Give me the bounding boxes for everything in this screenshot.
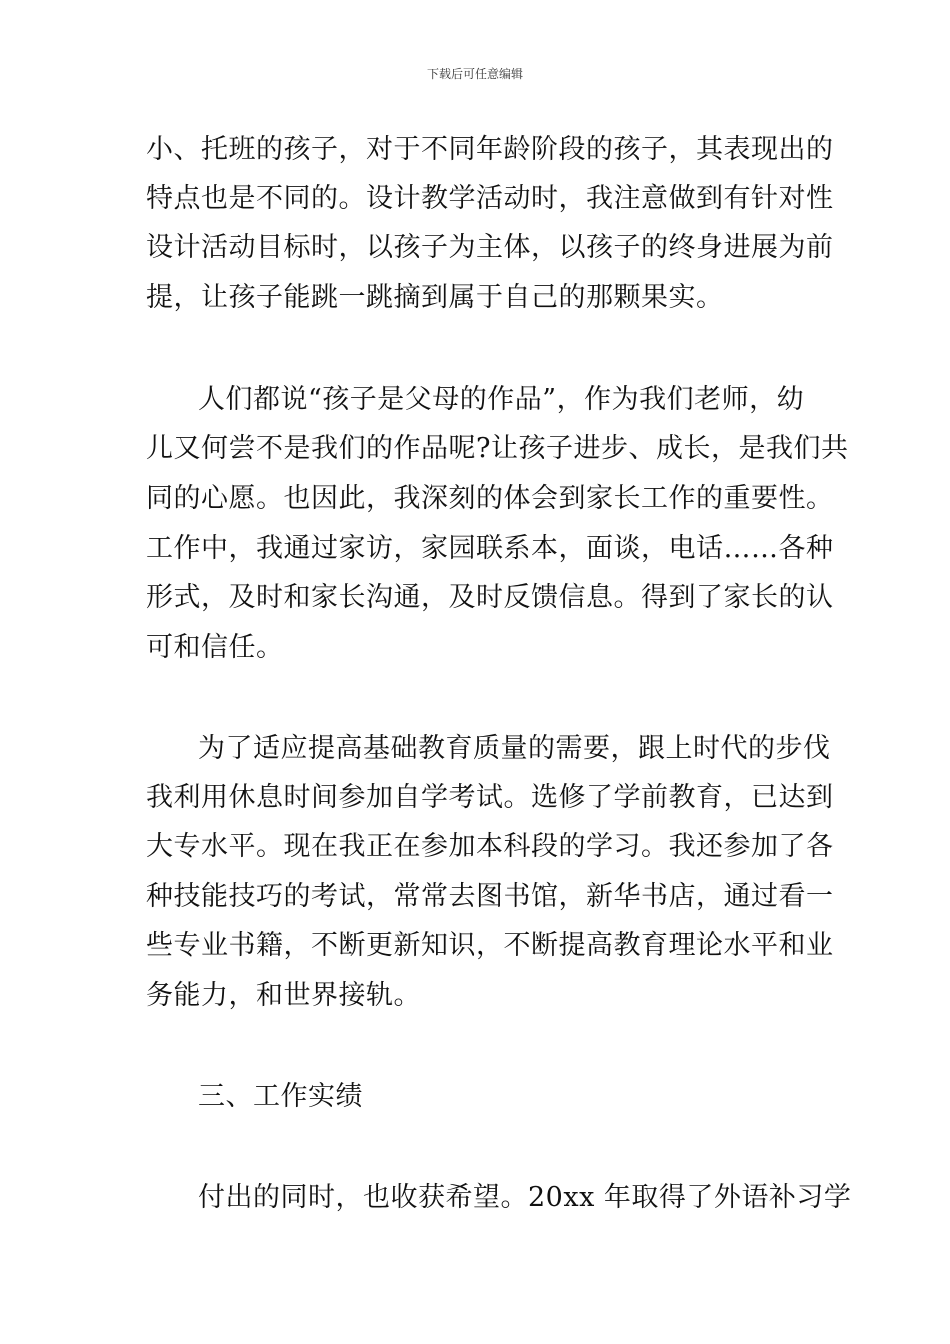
paragraph-1-line-2: 特点也是不同的。设计教学活动时，我注意做到有针对性 (146, 183, 834, 214)
paragraph-2-line-5: 形式，及时和家长沟通，及时反馈信息。得到了家长的认 (146, 582, 834, 613)
paragraph-1-line-1: 小、托班的孩子，对于不同年龄阶段的孩子，其表现出的 (146, 134, 834, 165)
paragraph-3-line-6: 务能力，和世界接轨。 (146, 980, 421, 1011)
paragraph-2-line-3: 同的心愿。也因此，我深刻的体会到家长工作的重要性。 (146, 483, 834, 514)
paragraph-2-line-1: 人们都说“孩子是父母的作品”，作为我们老师，幼 (198, 384, 805, 415)
paragraph-3-line-4: 种技能技巧的考试，常常去图书馆，新华书店，通过看一 (146, 881, 834, 912)
paragraph-1-line-4: 提，让孩子能跳一跳摘到属于自己的那颗果实。 (146, 282, 724, 313)
paragraph-2-line-6: 可和信任。 (146, 632, 284, 663)
paragraph-3-line-3: 大专水平。现在我正在参加本科段的学习。我还参加了各 (146, 831, 834, 862)
paragraph-4-line-1: 付出的同时，也收获希望。20xx 年取得了外语补习学 (198, 1182, 852, 1213)
paragraph-3-line-1: 为了适应提高基础教育质量的需要，跟上时代的步伐 (198, 733, 831, 764)
paragraph-1-line-3: 设计活动目标时，以孩子为主体，以孩子的终身进展为前 (146, 232, 834, 263)
paragraph-2-line-4: 工作中，我通过家访，家园联系本，面谈，电话……各种 (146, 533, 834, 564)
paragraph-2-line-2: 儿又何尝不是我们的作品呢?让孩子进步、成长，是我们共 (146, 433, 849, 464)
paragraph-3-line-5: 些专业书籍，不断更新知识，不断提高教育理论水平和业 (146, 930, 834, 961)
paragraph-3-line-2: 我利用休息时间参加自学考试。选修了学前教育，已达到 (146, 782, 834, 813)
page-header: 下载后可任意编辑 (426, 67, 523, 81)
section-heading: 三、工作实绩 (198, 1081, 363, 1112)
